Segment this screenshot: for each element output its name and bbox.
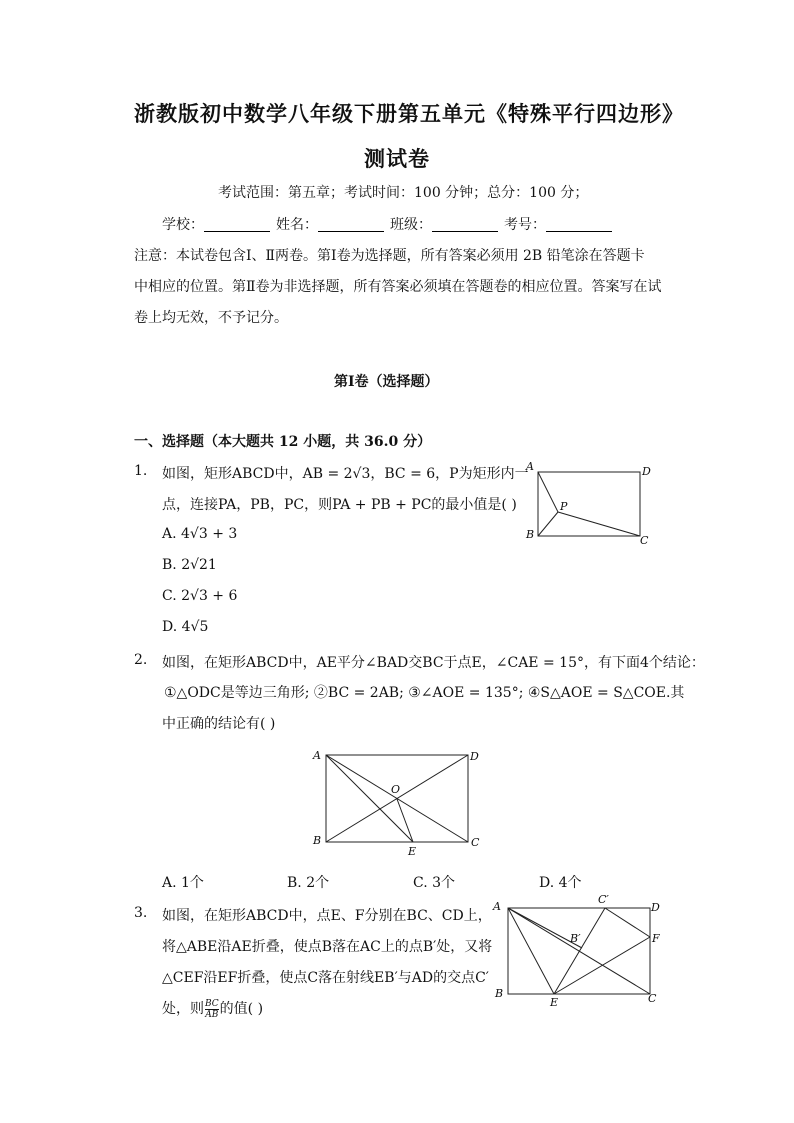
q3-label-e: E bbox=[550, 996, 559, 1009]
q3-label-d: D bbox=[651, 901, 660, 914]
q1-text-line2: 点，连接PA，PB，PC，则PA + PB + PC的最小值是( ) bbox=[162, 497, 517, 513]
q1-label-d: D bbox=[642, 465, 651, 478]
field-id-label: 考号： bbox=[504, 217, 546, 233]
q2-text-line2: ①△ODC是等边三角形; ②BC = 2AB; ③∠AOE = 135°; ④S△AOE = S△COE.其 bbox=[164, 685, 685, 701]
volume-title: 第Ⅰ卷（选择题） bbox=[334, 374, 439, 390]
notice-line1: 注意：本试卷包含Ⅰ、Ⅱ两卷。第Ⅰ卷为选择题，所有答案必须用 2B 铅笔涂在答题卡 bbox=[134, 248, 645, 264]
q3-fraction-denominator: AB bbox=[205, 1009, 219, 1020]
q3-label-b: B bbox=[495, 987, 504, 1000]
q3-figure bbox=[490, 892, 670, 1012]
student-info-fields bbox=[162, 214, 618, 234]
q2-text-line1: 如图，在矩形ABCD中，AE平分∠BAD交BC于点E，∠CAE = 15°，有下面4个结论： bbox=[162, 655, 705, 671]
q2-number: 2. bbox=[134, 652, 148, 668]
q2-label-e: E bbox=[408, 845, 417, 858]
q3-label-a: A bbox=[493, 900, 501, 913]
part-title: 一、选择题（本大题共 12 小题，共 36.0 分） bbox=[134, 434, 432, 450]
field-name-blank[interactable] bbox=[318, 217, 384, 232]
q3-fraction-numerator: BC bbox=[205, 998, 219, 1009]
q2-label-b: B bbox=[313, 834, 322, 847]
q2-label-o: O bbox=[391, 783, 401, 796]
q2-label-c: C bbox=[471, 836, 480, 849]
q1-label-a: A bbox=[526, 460, 534, 473]
q1-label-p: P bbox=[560, 500, 568, 513]
field-id-blank[interactable] bbox=[546, 217, 612, 232]
q2-option-a[interactable]: A. 1个 bbox=[162, 875, 204, 891]
q3-line4-prefix: 处，则 bbox=[162, 1001, 204, 1017]
q2-option-c[interactable]: C. 3个 bbox=[413, 875, 456, 891]
q3-fraction bbox=[205, 999, 219, 1020]
doc-title-line1: 浙教版初中数学八年级下册第五单元《特殊平行四边形》 bbox=[134, 101, 684, 126]
exam-info: 考试范围：第五章；考试时间：100 分钟；总分：100 分； bbox=[218, 185, 589, 201]
q2-label-d: D bbox=[470, 750, 479, 763]
q1-label-c: C bbox=[640, 534, 649, 546]
field-class-blank[interactable] bbox=[432, 217, 498, 232]
q1-option-d[interactable]: D. 4√5 bbox=[162, 619, 209, 635]
q2-option-b[interactable]: B. 2个 bbox=[287, 875, 330, 891]
q2-text-line3: 中正确的结论有( ) bbox=[162, 716, 276, 732]
q3-label-c: C bbox=[648, 992, 657, 1005]
q3-text-line1: 如图，在矩形ABCD中，点E、F分别在BC、CD上， bbox=[162, 908, 492, 924]
q3-number: 3. bbox=[134, 905, 148, 921]
q2-figure bbox=[306, 743, 496, 859]
notice-line2: 中相应的位置。第Ⅱ卷为非选择题，所有答案必须填在答题卷的相应位置。答案写在试 bbox=[134, 279, 662, 295]
field-class-label: 班级： bbox=[390, 217, 432, 233]
q3-label-b-prime: B′ bbox=[570, 932, 581, 945]
q3-label-c-prime: C′ bbox=[598, 893, 609, 906]
q2-label-a: A bbox=[313, 749, 321, 762]
q1-label-b: B bbox=[526, 528, 535, 541]
field-school-blank[interactable] bbox=[204, 217, 270, 232]
field-school-label: 学校： bbox=[162, 217, 204, 233]
notice-line3: 卷上均无效，不予记分。 bbox=[134, 310, 288, 326]
q3-text-line4 bbox=[162, 998, 263, 1020]
q1-option-b[interactable]: B. 2√21 bbox=[162, 557, 217, 573]
q1-option-c[interactable]: C. 2√3 + 6 bbox=[162, 588, 238, 604]
q1-text-line1: 如图，矩形ABCD中，AB = 2√3，BC = 6，P为矩形内一 bbox=[162, 466, 529, 482]
q1-figure bbox=[522, 458, 654, 546]
q3-line4-suffix: 的值( ) bbox=[219, 1001, 264, 1017]
q1-option-a[interactable]: A. 4√3 + 3 bbox=[162, 526, 238, 542]
q3-label-f: F bbox=[652, 932, 660, 945]
doc-title-line2: 测试卷 bbox=[364, 146, 430, 171]
q1-number: 1. bbox=[134, 463, 148, 479]
q3-text-line2: 将△ABE沿AE折叠，使点B落在AC上的点B′处，又将 bbox=[162, 939, 493, 955]
q2-option-d[interactable]: D. 4个 bbox=[539, 875, 582, 891]
field-name-label: 姓名： bbox=[276, 217, 318, 233]
q3-text-line3: △CEF沿EF折叠，使点C落在射线EB′与AD的交点C′ bbox=[162, 970, 489, 986]
